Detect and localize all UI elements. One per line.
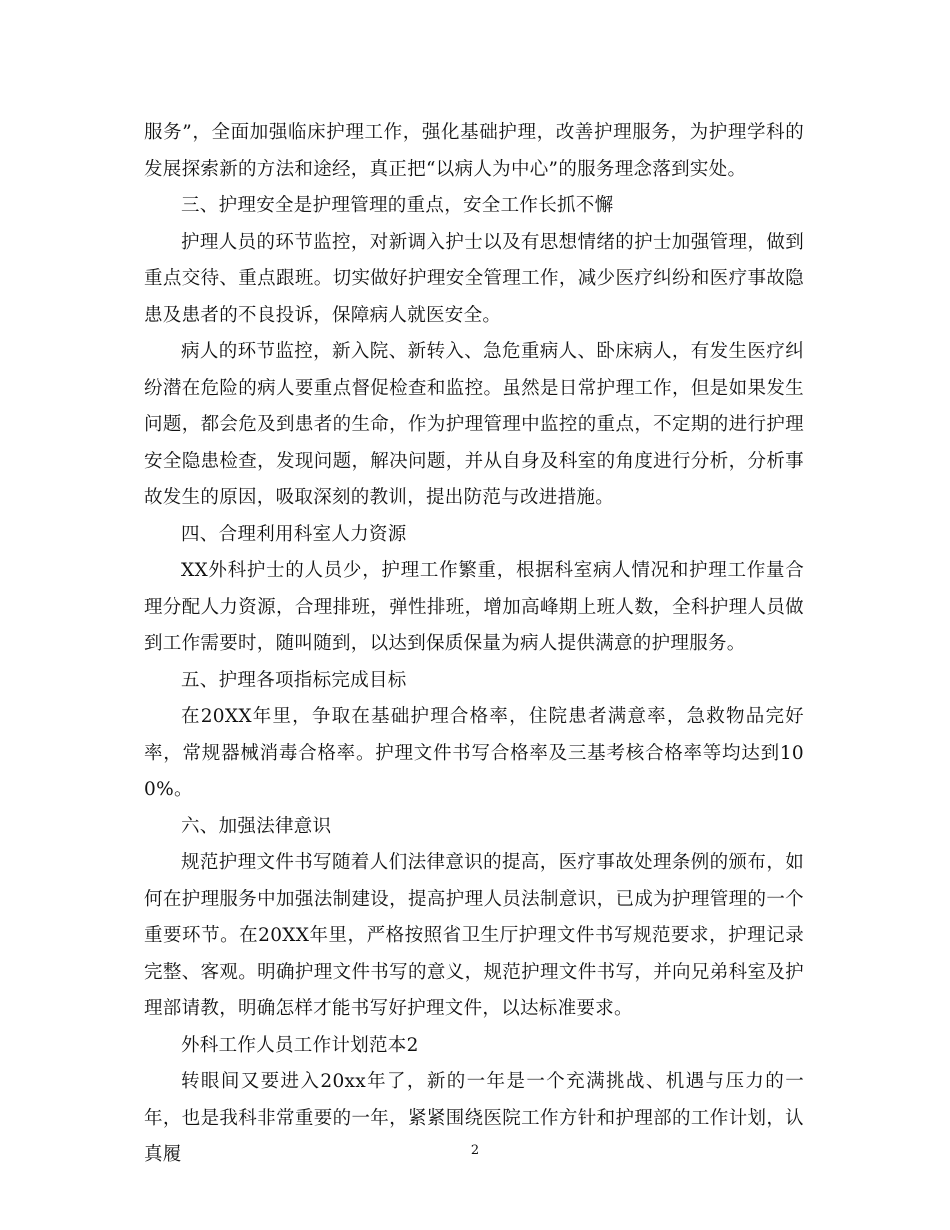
paragraph: 护理人员的环节监控，对新调入护士以及有思想情绪的护士加强管理，做到重点交待、重点跟班。切实做好护理安全管理工作，减少医疗纠纷和医疗事故隐患及患者的不良投诉，保障病人就医安全。 (144, 231, 804, 326)
page-number: 2 (470, 1143, 480, 1158)
paragraph-continuation: 服务”，全面加强临床护理工作，强化基础护理，改善护理服务，为护理学科的发展探索新的方法和途经，真正把“以病人为中心”的服务理念落到实处。 (144, 122, 804, 180)
document-title-sample-2: 外科工作人员工作计划范本2 (181, 1034, 419, 1056)
document-body (144, 115, 804, 1174)
paragraph: 病人的环节监控，新入院、新转入、急危重病人、卧床病人，有发生医疗纠纷潜在危险的病人要重点督促检查和监控。虽然是日常护理工作，但是如果发生问题，都会危及到患者的生命，作为护理管理中监控的重点，不定期的进行护理安全隐患检查，发现问题，解决问题，并从自身及科室的角度进行分析，分析事故发生的原因，吸取深刻的教训，提出防范与改进措施。 (144, 341, 804, 508)
section-heading-4: 四、合理利用科室人力资源 (181, 523, 407, 545)
section-heading-5: 五、护理各项指标完成目标 (181, 669, 407, 691)
paragraph: 转眼间又要进入20xx年了，新的一年是一个充满挑战、机遇与压力的一年，也是我科非常重要的一年，紧紧围绕医院工作方针和护理部的工作计划，认真履 (144, 1071, 804, 1165)
paragraph: 规范护理文件书写随着人们法律意识的提高，医疗事故处理条例的颁布，如何在护理服务中加强法制建设，提高护理人员法制意识，已成为护理管理的一个重要环节。在20XX年里，严格按照省卫生厅护理文件书写规范要求，护理记录完整、客观。明确护理文件书写的意义，规范护理文件书写，并向兄弟科室及护理部请教，明确怎样才能书写好护理文件，以达标准要求。 (144, 852, 804, 1019)
section-heading-6: 六、加强法律意识 (181, 815, 332, 837)
paragraph: 在20XX年里，争取在基础护理合格率，住院患者满意率，急救物品完好率，常规器械消毒合格率。护理文件书写合格率及三基考核合格率等均达到100%。 (144, 706, 804, 800)
section-heading-3: 三、护理安全是护理管理的重点，安全工作长抓不懈 (181, 195, 614, 216)
paragraph: XX外科护士的人员少，护理工作繁重，根据科室病人情况和护理工作量合理分配人力资源，合理排班，弹性排班，增加高峰期上班人数，全科护理人员做到工作需要时，随叫随到，以达到保质保量为病人提供满意的护理服务。 (144, 560, 804, 654)
